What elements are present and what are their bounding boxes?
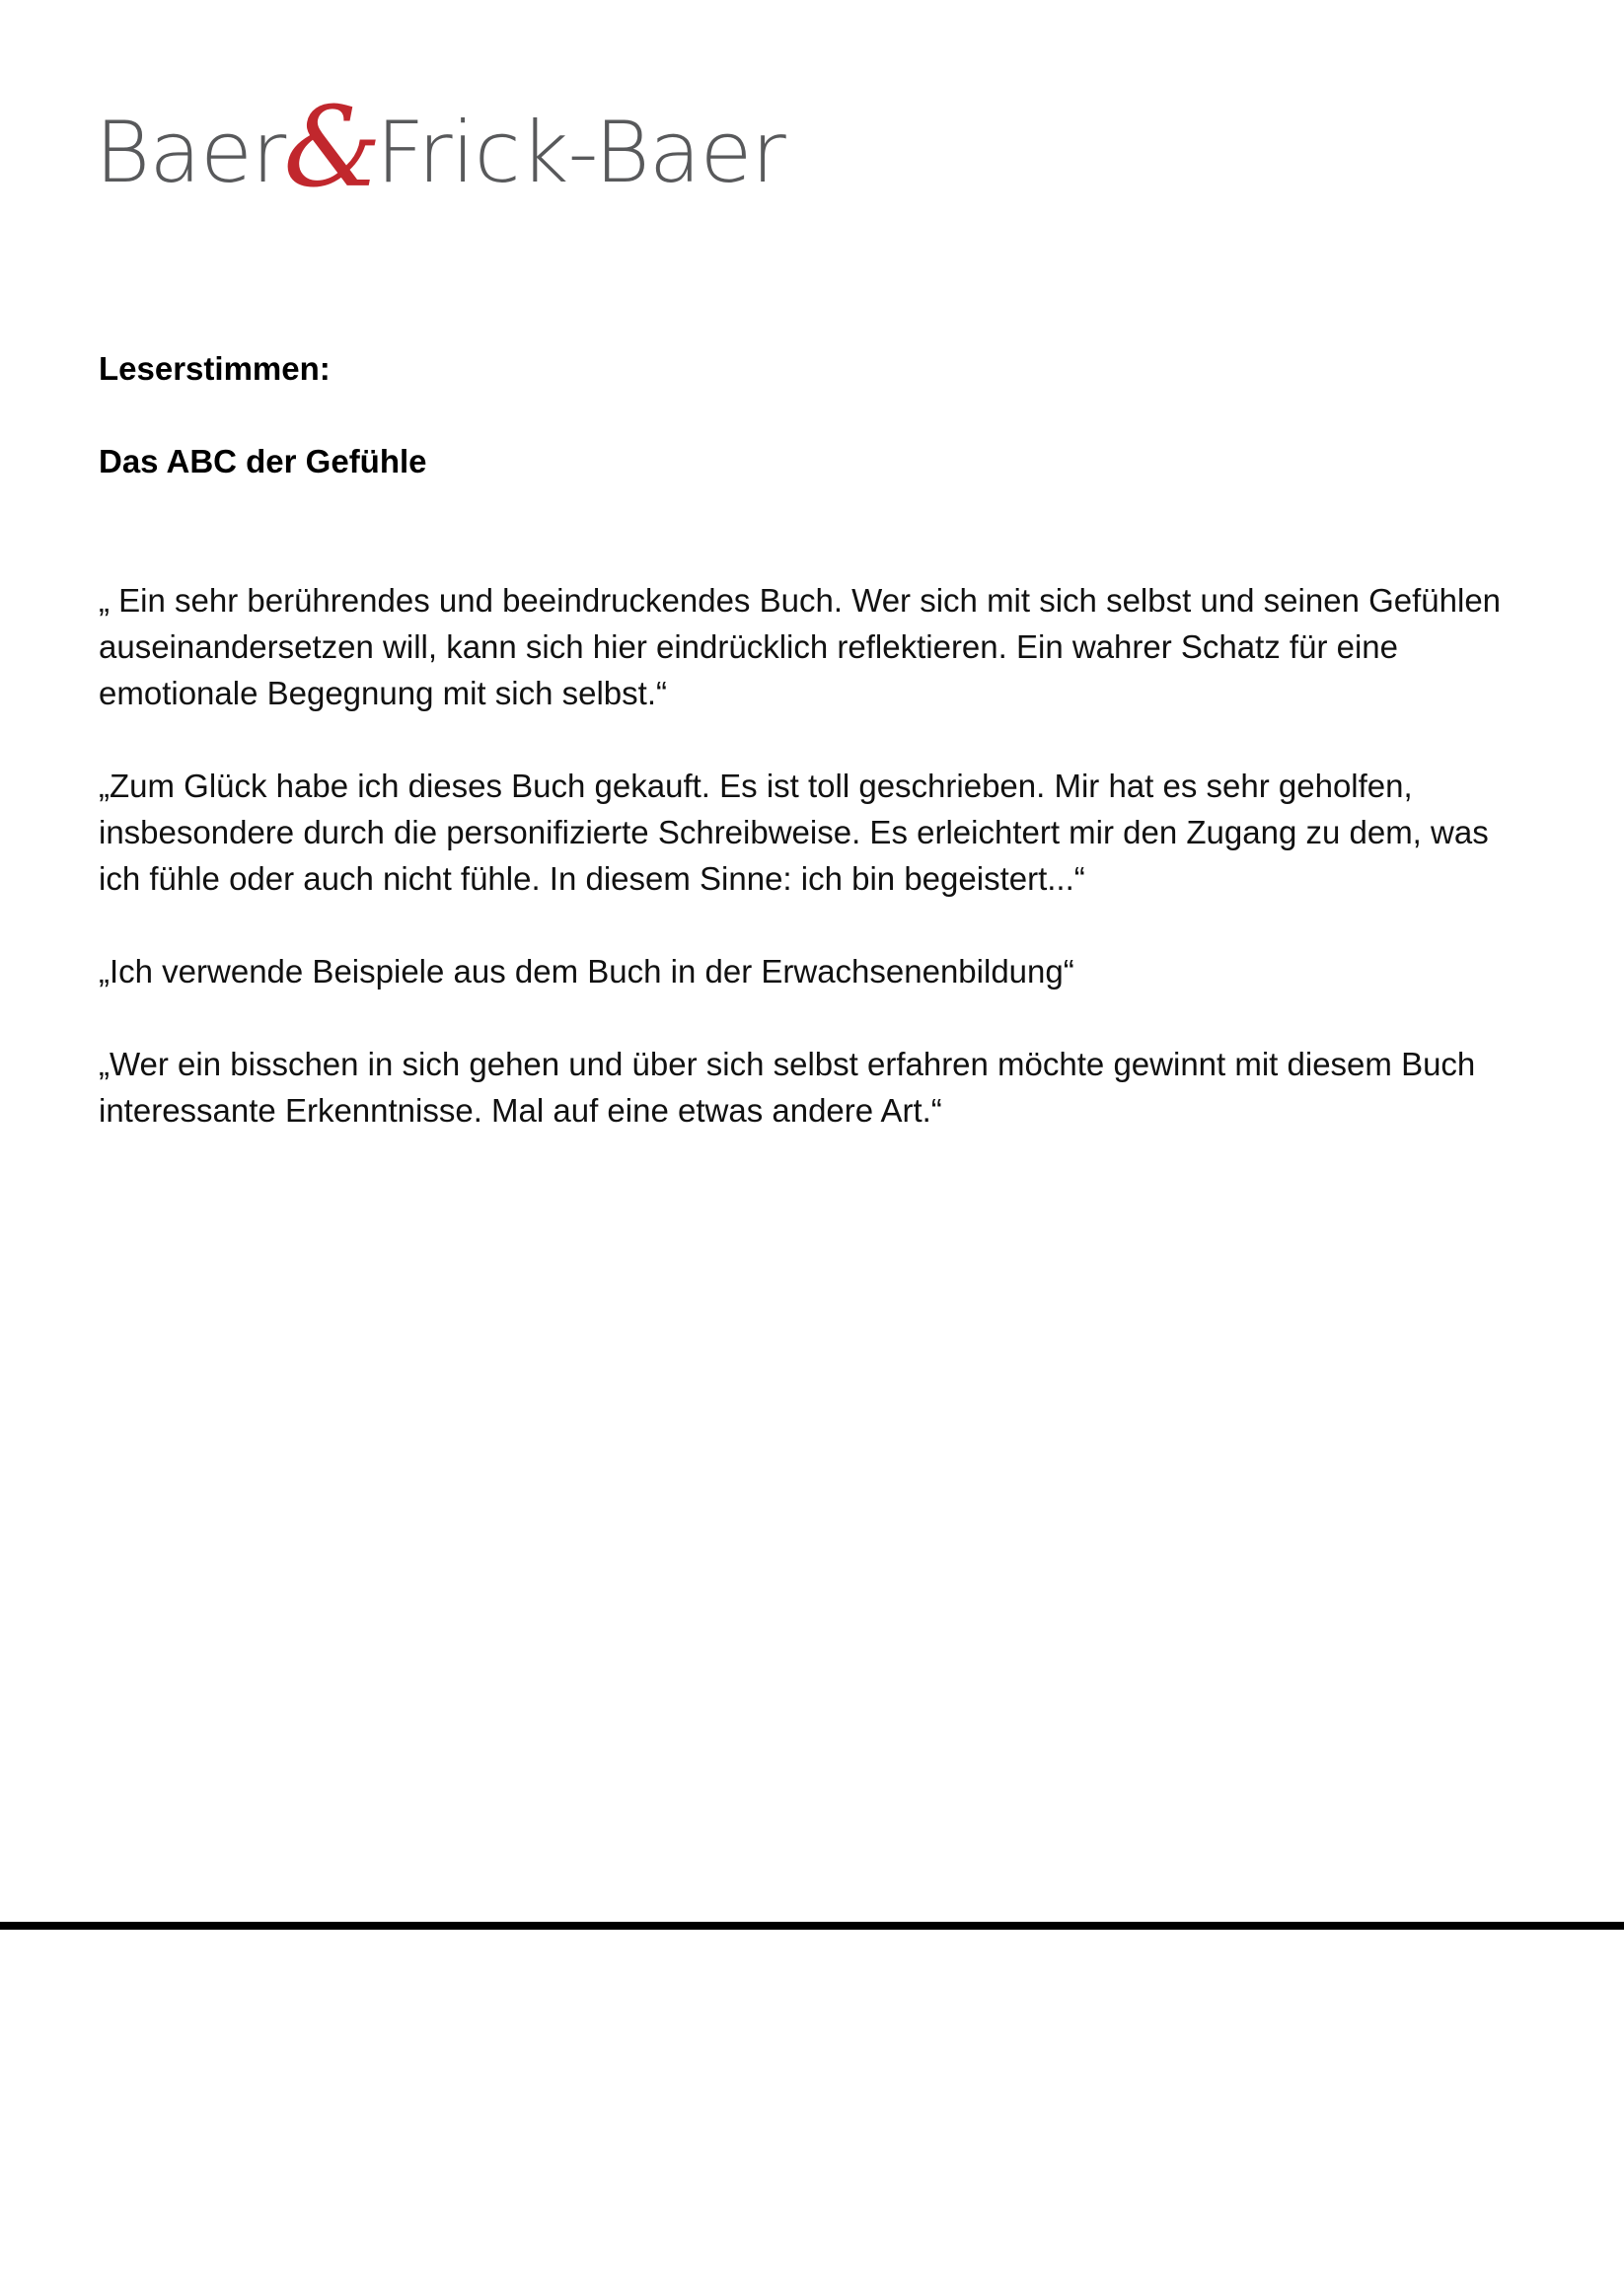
document-body <box>99 345 1539 1180</box>
logo-text-left: Baer <box>95 104 286 202</box>
reader-quote-4: „Wer ein bisschen in sich gehen und über sich selbst erfahren möchte gewinnt mit diesem Buch interessante Erkenntnisse. Mal auf eine etwas andere Art.“ <box>99 1046 1476 1129</box>
reader-quote-1: „ Ein sehr berührendes und beeindruckendes Buch. Wer sich mit sich selbst und seinen Gefühlen auseinandersetzen will, kann sich hier eindrücklich reflektieren. Ein wahrer Schatz für eine emotionale Begegnung mit sich selbst.“ <box>99 582 1502 711</box>
book-title: Das ABC der Gefühle <box>99 443 427 479</box>
reader-quote-3: „Ich verwende Beispiele aus dem Buch in der Erwachsenenbildung“ <box>99 953 1074 990</box>
brand-logo <box>95 77 785 212</box>
footer-divider <box>0 1922 1624 1930</box>
section-label: Leserstimmen: <box>99 350 331 387</box>
logo-text-right: Frick-Baer <box>375 104 785 202</box>
reader-quote-2: „Zum Glück habe ich dieses Buch gekauft. Es ist toll geschrieben. Mir hat es sehr geholfen, insbesondere durch die personifizierte Schreibweise. Es erleichtert mir den Zugang zu dem, was ich fühle oder auch nicht fühle. In diesem Sinne: ich bin begeistert...“ <box>99 768 1489 897</box>
logo-ampersand: & <box>283 84 382 212</box>
